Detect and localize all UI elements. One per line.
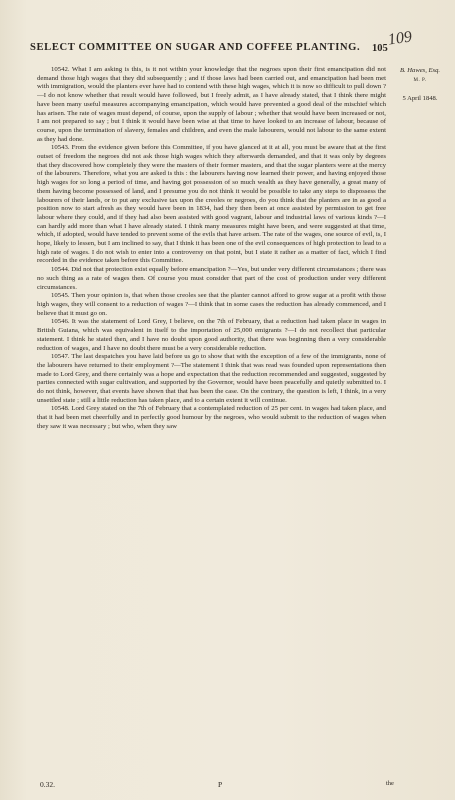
witness-name: B. Hawes, Esq. <box>399 67 441 74</box>
paragraph-10546: 10546. It was the statement of Lord Grey, I believe, on the 7th of February, that a reduction had taken place in wages in British Guiana, which was equivalent in itself to the importation of 25,000 emigrants ?—I do not recollect that particular statement. I think he stated then, and I have no doubt upon good authority, that there was beginning then a very considerable reduction of wages, and I have no doubt there must be a very considerable reduction. <box>37 318 386 352</box>
paragraph-10544: 10544. Did not that protection exist equally before emancipation ?—Yes, but under very different circumstances ; there was no such thing as a rate of wages then. Of course you must consider that part of the cost of production under very different circumstances. <box>37 266 386 291</box>
running-header: SELECT COMMITTEE ON SUGAR AND COFFEE PLANTING. <box>30 42 361 53</box>
paragraph-10543: 10543. From the evidence given before this Committee, if you have glanced at it at all, you must be aware that at the first outset of freedom the negroes did not ask those high wages which they afterwards demanded, and that it was only by degrees that they discovered how completely they were the masters of their former masters, and that the sugar planters were at the mercy of the labourers. Therefore, what you are asked is this : the labourers having now learned their power, and having enjoyed those high wages for so long a period of time, and having got possession of so much wealth as they have generally, a great many of them having become possessed of land, and I presume you do not think it would be possible to take any steps to dispossess the labourers of their lands, or to put any exclusive tax upon the creoles or negroes, do you think that the planters are in as good a position now to start afresh as they would have been in 1834, had they then been at once assisted by permission to get free labour where they could, and if they had also been assisted with good vagrant, labour and industrial laws of various kinds ?—I can hardly add more than what I have already stated. I think many measures might have been, and were suggested at that time, which, if adopted, would have tended to prevent some of the evils that have arisen. The rate of the wages, one source of evil, is, I hope, likely to lessen, but I am inclined to say, that I think it has been one of the evil consequences of high protection to lead to a high rate of wages. I do not wish to enter into a controversy on that point, but I state it rather as a matter of fact, which I find recorded in the evidence taken before this Committee. <box>37 144 386 265</box>
margin-note <box>392 66 448 103</box>
catchword: the <box>386 780 394 787</box>
hearing-date: 5 April 1848. <box>402 95 438 102</box>
page-number: 105 <box>372 43 388 54</box>
paragraph-10548: 10548. Lord Grey stated on the 7th of February that a contemplated reduction of 25 per cent. in wages had taken place, and that it had been met cheerfully and in perfectly good humour by the negroes, who would submit to the reduction of wages when they saw it was necessary ; but who, when they saw <box>37 405 386 430</box>
paragraph-10547: 10547. The last despatches you have laid before us go to show that with the exception of a few of the immigrants, none of the labourers have returned to their employment ?—The statement I think that was read was founded upon representations then made to Lord Grey, and there certainly was a hope and expectation that the reduction recommended and suggested, suggested by parties connected with sugar cultivation, and supported by the Governor, would have been peacefully and quietly submitted to. I do not think, however, that events have shown that that has been the case. On the contrary, the question is left, I think, in a very unsettled state ; still a little reduction has taken place, and to a certain extent it will continue. <box>37 353 386 404</box>
witness-title: M. P. <box>413 78 427 83</box>
paragraph-10545: 10545. Then your opinion is, that when those creoles see that the planter cannot afford to grow sugar at a profit with those high wages, they will consent to a reduction of wages ?—I think that in some cases the reduction has already commenced, and I believe that it must go on. <box>37 292 386 317</box>
printer-signature: 0.32. <box>40 780 55 789</box>
handwritten-folio-number: 109 <box>386 28 413 49</box>
sheet-letter: P <box>218 780 223 789</box>
document-body <box>37 66 386 781</box>
paragraph-10542: 10542. What I am asking is this, is it not within your knowledge that the negroes upon their first emancipation did not demand those high wages that they did subsequently ; and if those laws had been carried out, and emancipation had been met with immigration, would the planters ever have had to contend with these high wages, which it is now so difficult to pull down ?—I do not know whether that result would have followed, but I freely admit, as I have already stated, that I think there might have been many useful measures accompanying emancipation, which would have prevented a good deal of the mischief which has arisen. The rate of wages must depend, of course, upon the supply of labour ; whether that would have been increased or not, I am not prepared to say ; but I think it would have been wise at that time to have looked to an increase of labour, because of course, upon the termination of slavery, females and children, and even the male labourers, would not labour to the same extent as they had done. <box>37 66 386 143</box>
